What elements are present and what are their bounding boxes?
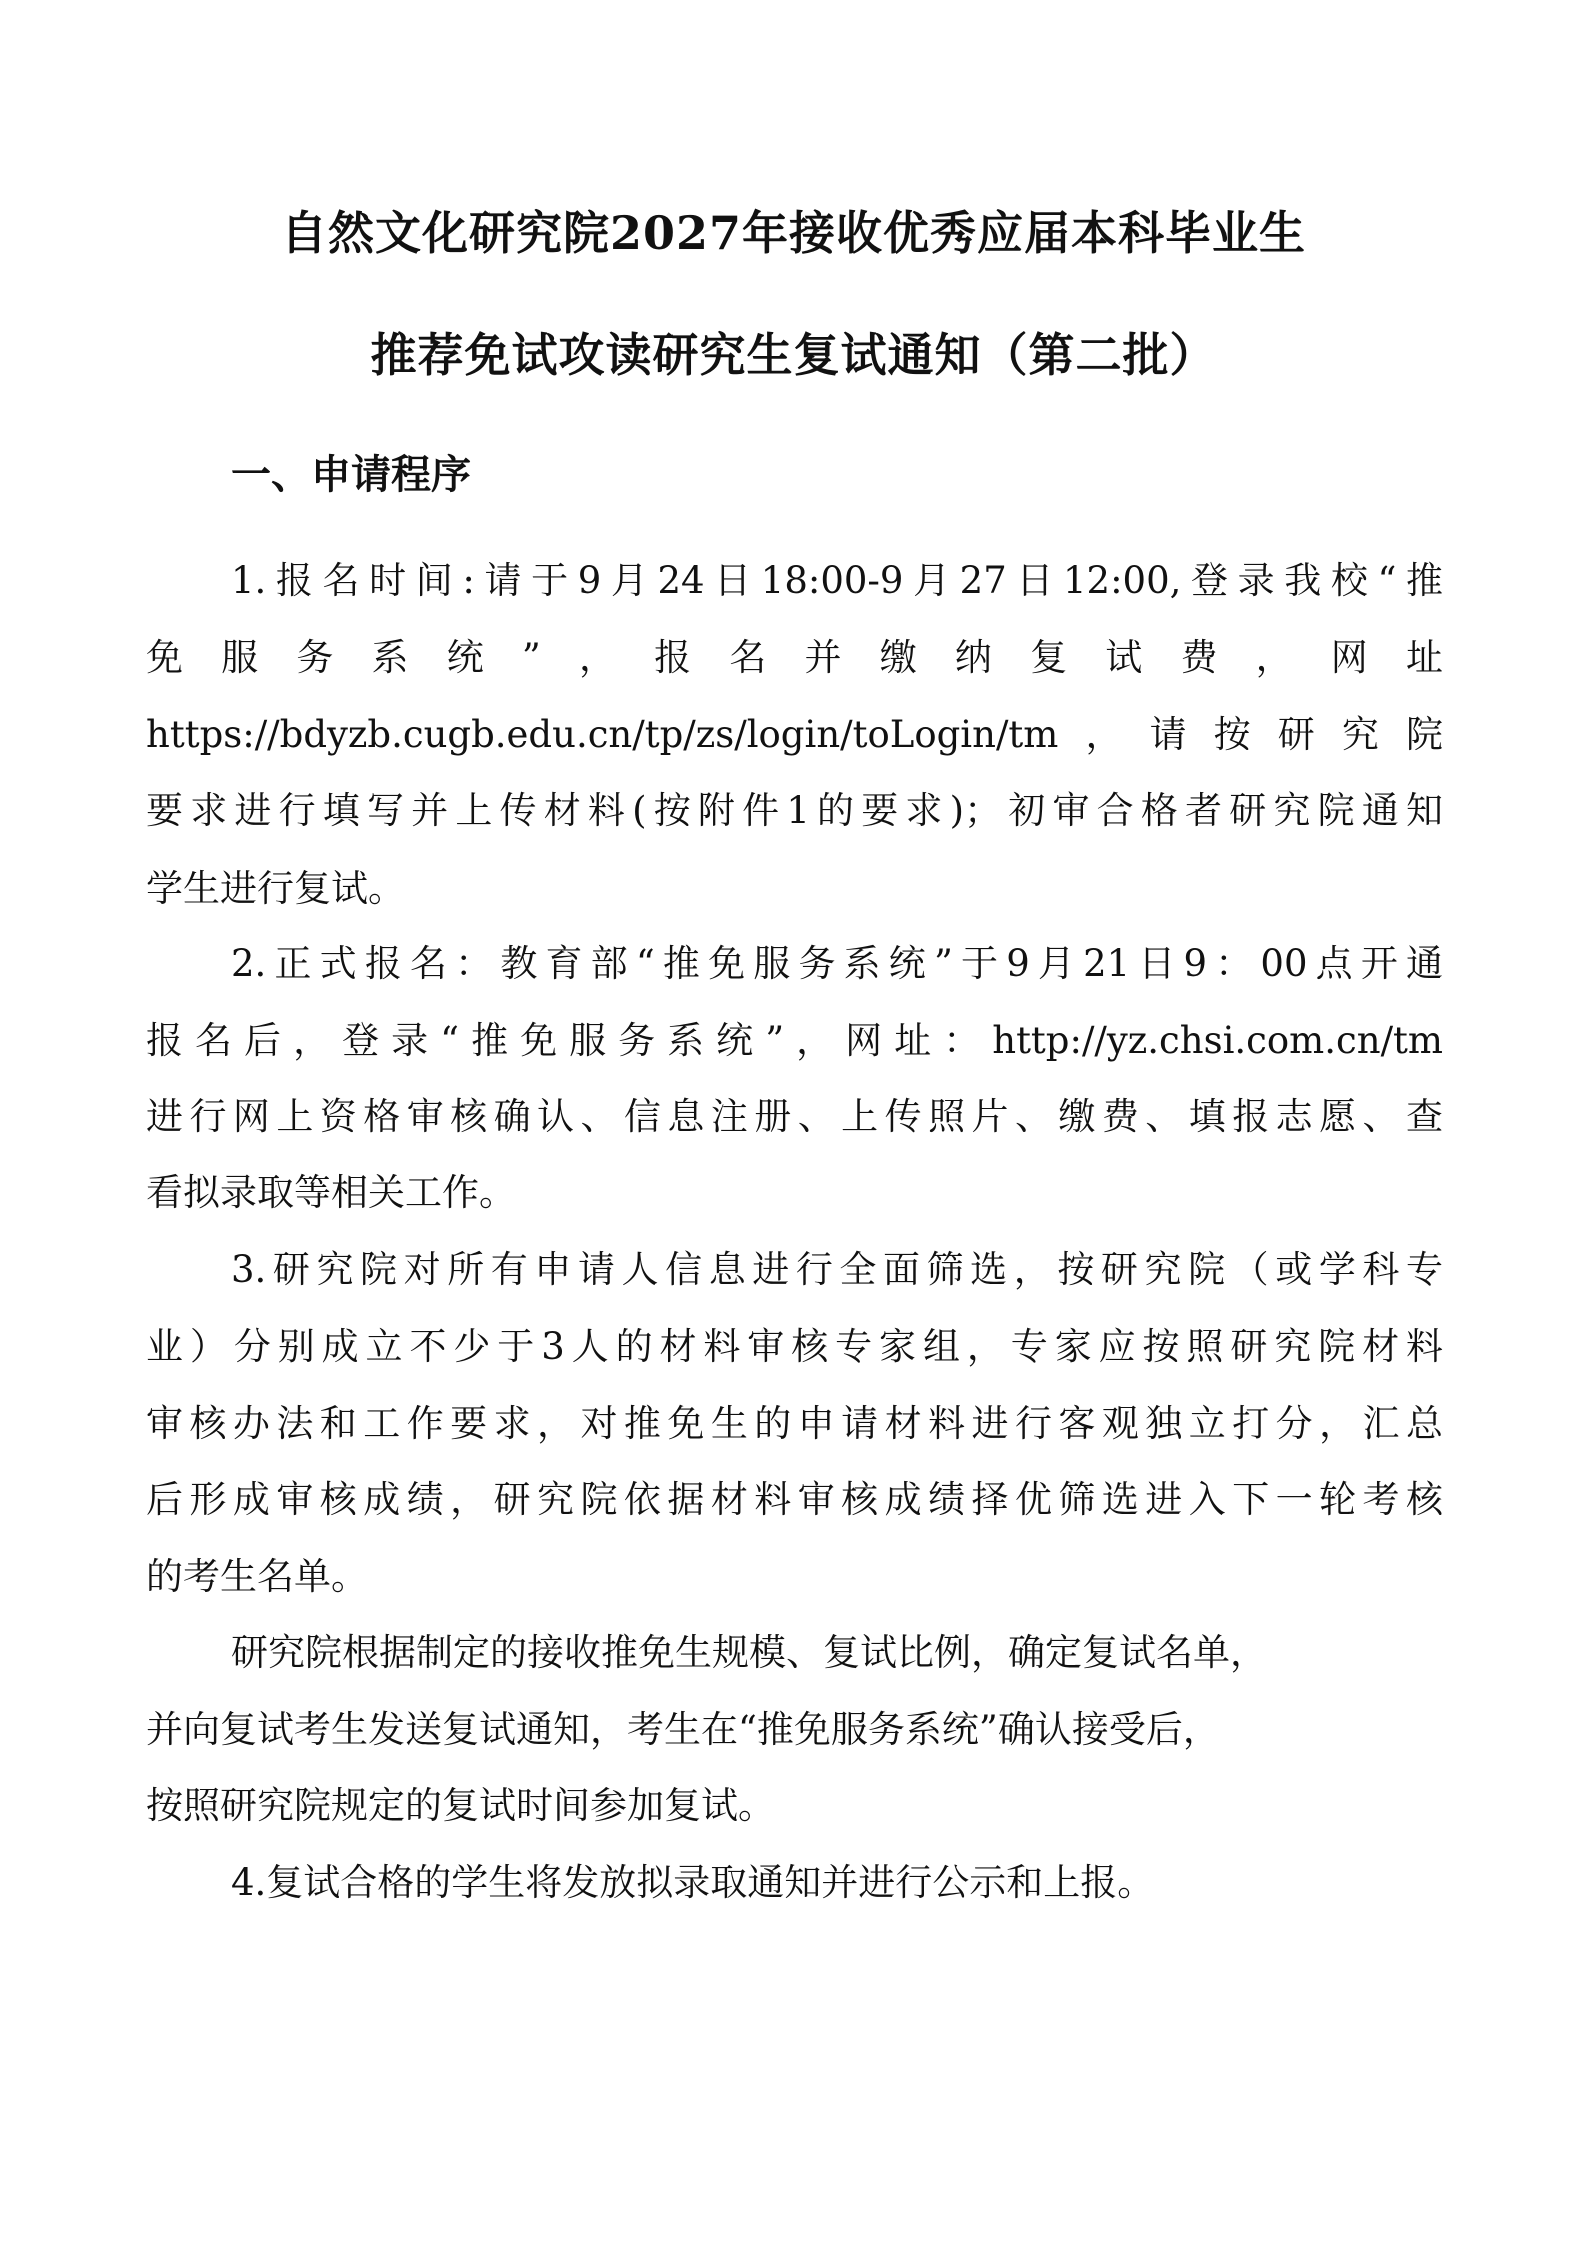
paragraph-4-line-3: 按照研究院规定的复试时间参加复试。: [146, 1784, 775, 1827]
paragraph-2-line-4: 看拟录取等相关工作。: [146, 1171, 516, 1214]
paragraph-1-line-3-url: https://bdyzb.cugb.edu.cn/tp/zs/login/toLogin/tm，请按研究院: [146, 713, 1443, 756]
paragraph-3-line-1: 3.研究院对所有申请人信息进行全面筛选，按研究院（或学科专: [231, 1248, 1443, 1291]
paragraph-1-line-5: 学生进行复试。: [146, 867, 405, 910]
paragraph-3-line-4: 后形成审核成绩，研究院依据材料审核成绩择优筛选进入下一轮考核: [146, 1478, 1443, 1521]
paragraph-3-line-2: 业）分别成立不少于3人的材料审核专家组，专家应按照研究院材料: [146, 1325, 1443, 1368]
paragraph-1-line-4: 要求进行填写并上传材料(按附件1的要求)；初审合格者研究院通知: [146, 789, 1443, 832]
paragraph-2-line-3: 进行网上资格审核确认、信息注册、上传照片、缴费、填报志愿、查: [146, 1095, 1443, 1138]
paragraph-2-line-1: 2.正式报名：教育部“推免服务系统”于9月21日9：00点开通: [231, 942, 1443, 985]
paragraph-1-line-1: 1.报名时间:请于9月24日18:00-9月27日12:00,登录我校“推: [231, 559, 1443, 602]
paragraph-3-line-3: 审核办法和工作要求，对推免生的申请材料进行客观独立打分，汇总: [146, 1402, 1443, 1445]
paragraph-1-line-2: 免服务系统”，报名并缴纳复试费，网址: [146, 636, 1443, 679]
paragraph-4-line-2: 并向复试考生发送复试通知，考生在“推免服务系统”确认接受后，: [146, 1708, 1220, 1751]
paragraph-2-line-2: 报名后，登录“推免服务系统”，网址：http://yz.chsi.com.cn/tm: [146, 1019, 1443, 1062]
paragraph-3-line-5: 的考生名单。: [146, 1555, 368, 1598]
document-title-line-2: 推荐免试攻读研究生复试通知（第二批）: [370, 328, 1217, 382]
paragraph-5-line-1: 4.复试合格的学生将发放拟录取通知并进行公示和上报。: [231, 1861, 1155, 1904]
section-heading-application-procedure: 一、申请程序: [231, 451, 471, 498]
document-title-line-1: 自然文化研究院2027年接收优秀应届本科毕业生: [280, 206, 1307, 260]
paragraph-4-line-1: 研究院根据制定的接收推免生规模、复试比例，确定复试名单，: [231, 1631, 1267, 1674]
